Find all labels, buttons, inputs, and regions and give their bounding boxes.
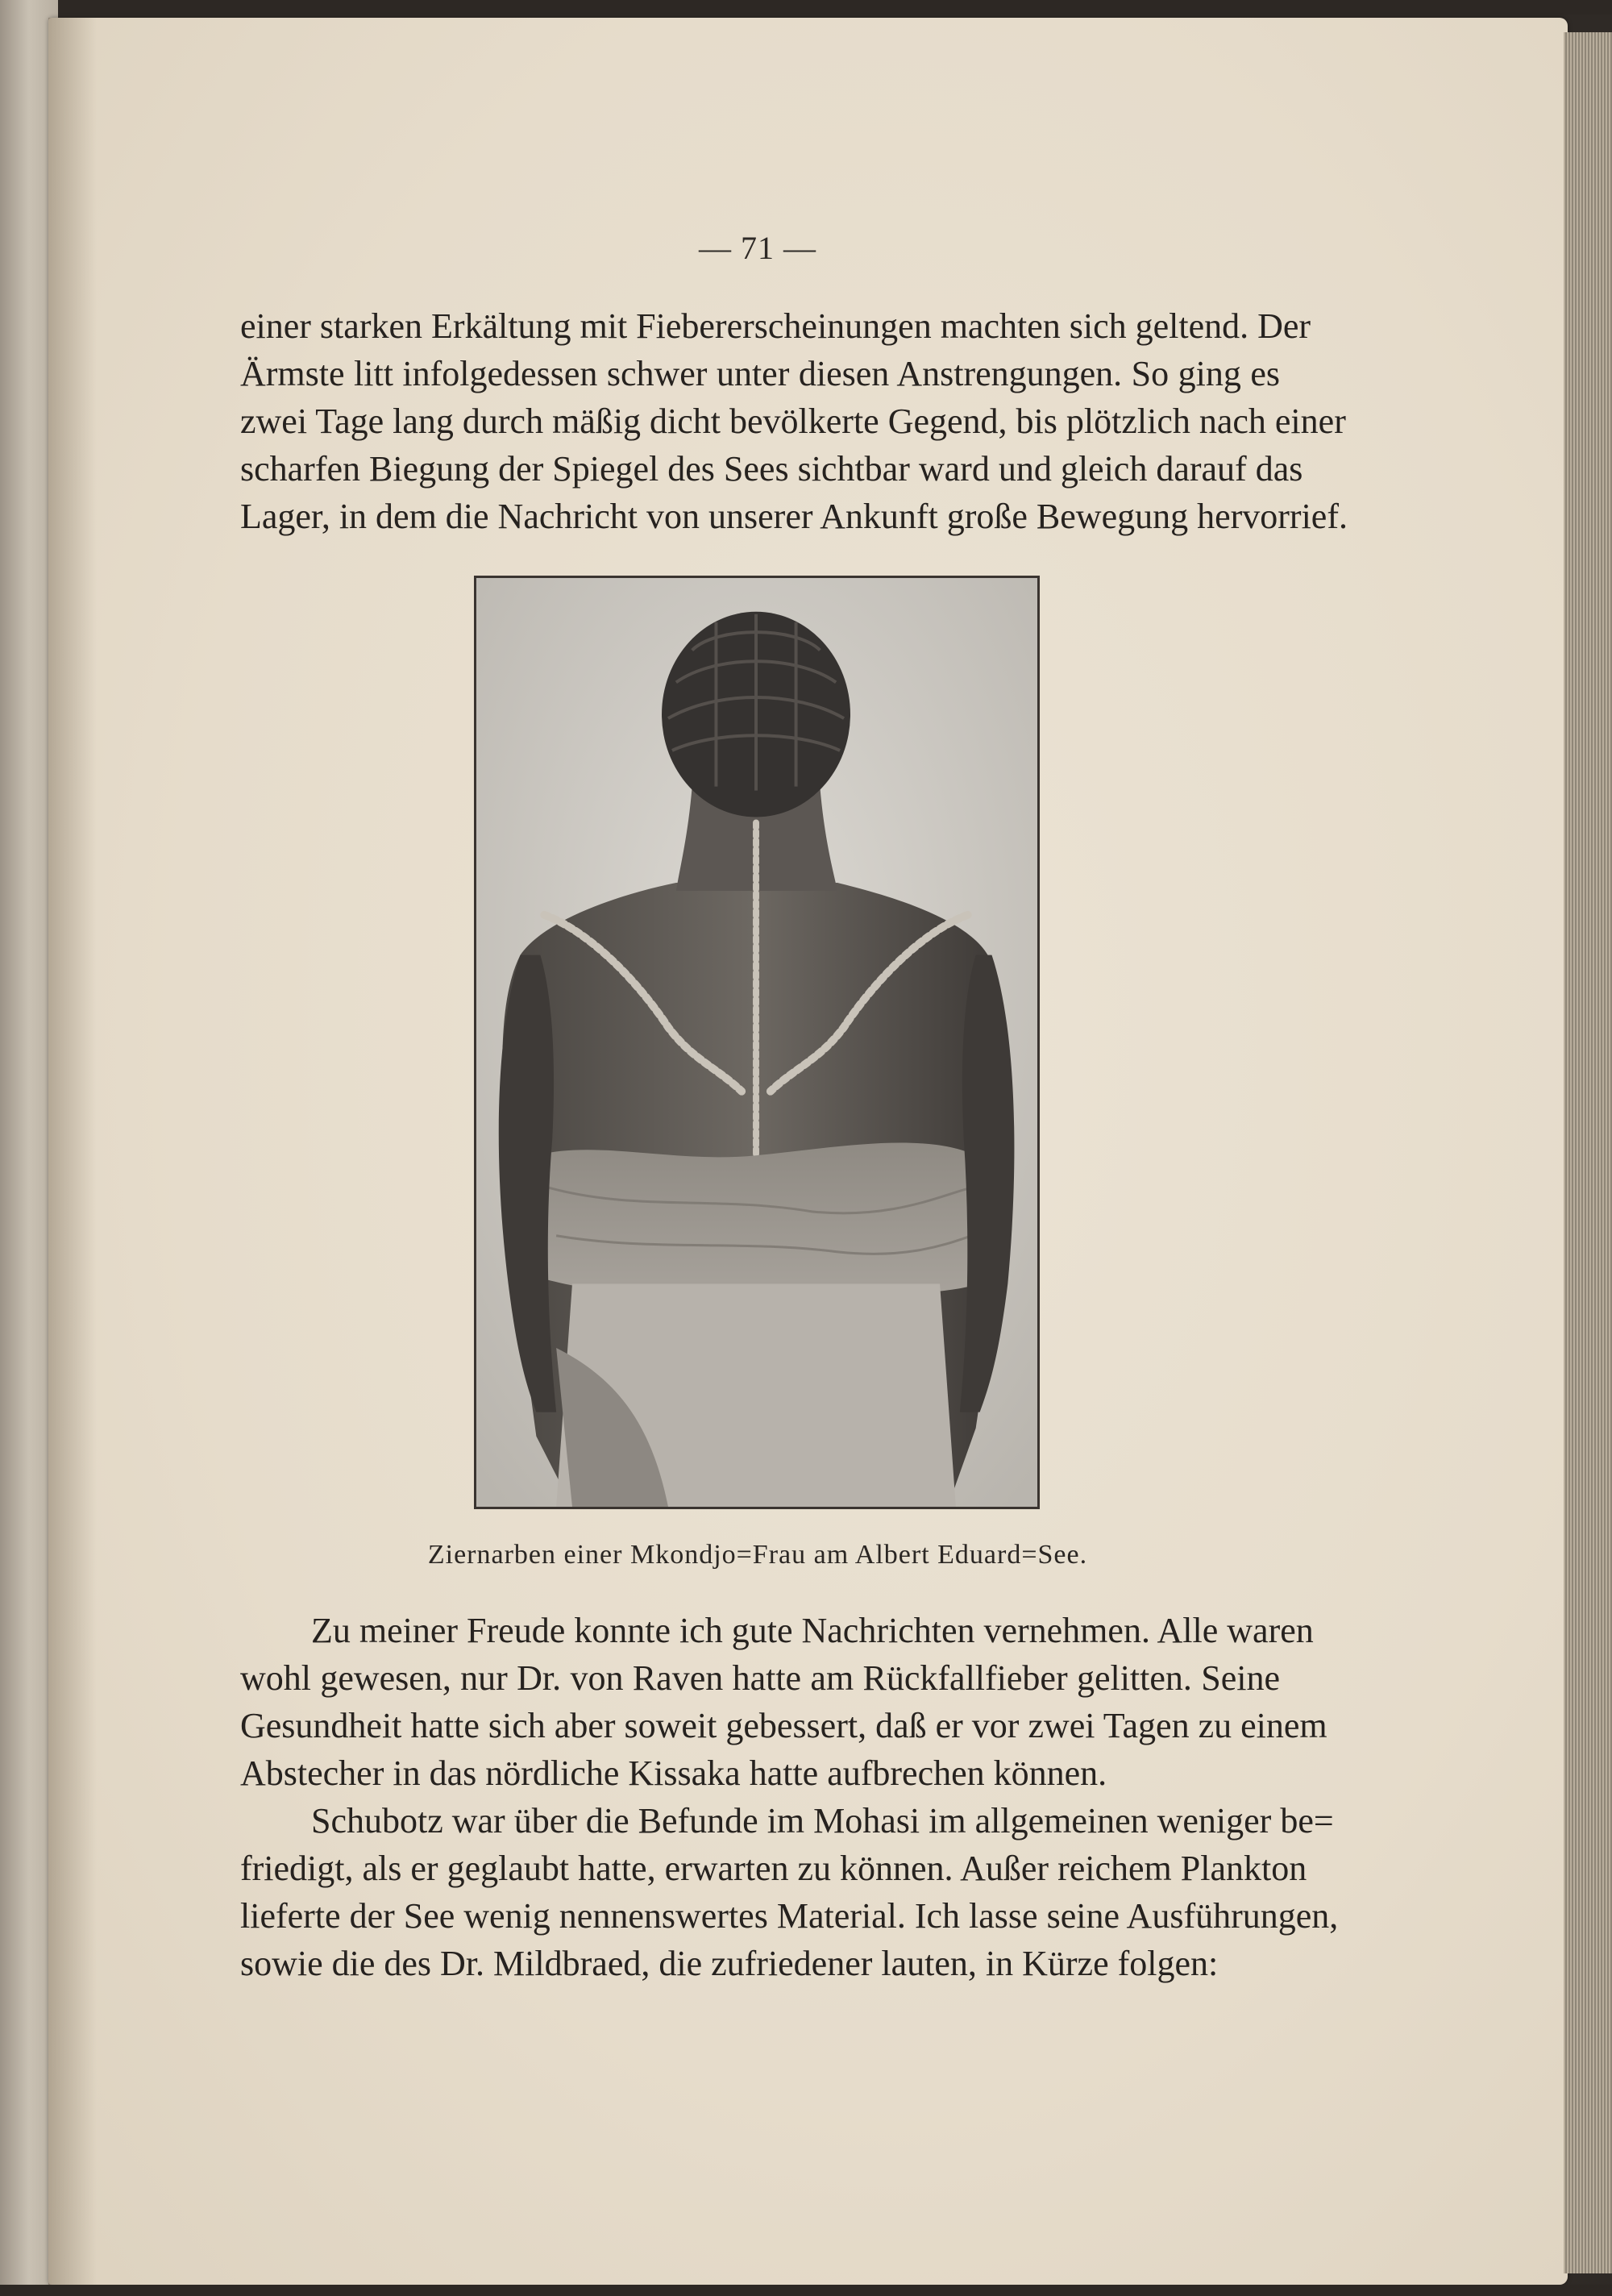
text-line: sowie die des Dr. Mildbraed, die zufriedener lauten, in Kürze folgen: xyxy=(240,1944,1219,1983)
text-line: Gesundheit hatte sich aber soweit gebessert, daß er vor zwei Tagen zu einem xyxy=(240,1706,1327,1745)
text-line: einer starken Erkältung mit Fiebererscheinungen machten sich geltend. Der xyxy=(240,306,1311,346)
scan-bottom-edge xyxy=(0,2285,1612,2296)
text-line: friedigt, als er geglaubt hatte, erwarten zu können. Außer reichem Plankton xyxy=(240,1849,1307,1888)
figure-photo-frame xyxy=(474,576,1040,1509)
paragraph-bottom xyxy=(240,1607,1339,1987)
scan-top-edge xyxy=(0,0,1612,15)
page-stack-edge xyxy=(1564,32,1612,2273)
text-line: scharfen Biegung der Spiegel des Sees sichtbar ward und gleich darauf das xyxy=(240,449,1303,489)
text-line: lieferte der See wenig nennenswertes Material. Ich lasse seine Ausführungen, xyxy=(240,1896,1339,1936)
text-line: Lager, in dem die Nachricht von unserer Ankunft große Bewegung hervorrief. xyxy=(240,497,1348,536)
figure-caption: Ziernarben einer Mkondjo=Frau am Albert Eduard=See. xyxy=(427,1540,1088,1570)
page-number: — 71 — xyxy=(699,230,816,266)
text-line: Zu meiner Freude konnte ich gute Nachrichten vernehmen. Alle waren xyxy=(311,1611,1314,1650)
gutter-shadow xyxy=(48,18,97,2285)
text-line: Schubotz war über die Befunde im Mohasi im allgemeinen weniger be= xyxy=(311,1801,1334,1841)
text-line: zwei Tage lang durch mäßig dicht bevölkerte Gegend, bis plötzlich nach einer xyxy=(240,401,1346,441)
figure-photo xyxy=(476,578,1037,1507)
text-line: wohl gewesen, nur Dr. von Raven hatte am Rückfallfieber gelitten. Seine xyxy=(240,1658,1280,1698)
text-line: Ärmste litt infolgedessen schwer unter diesen Anstrengungen. So ging es xyxy=(240,354,1280,393)
paragraph-top xyxy=(240,302,1348,540)
text-line: Abstecher in das nördliche Kissaka hatte aufbrechen können. xyxy=(240,1753,1107,1793)
